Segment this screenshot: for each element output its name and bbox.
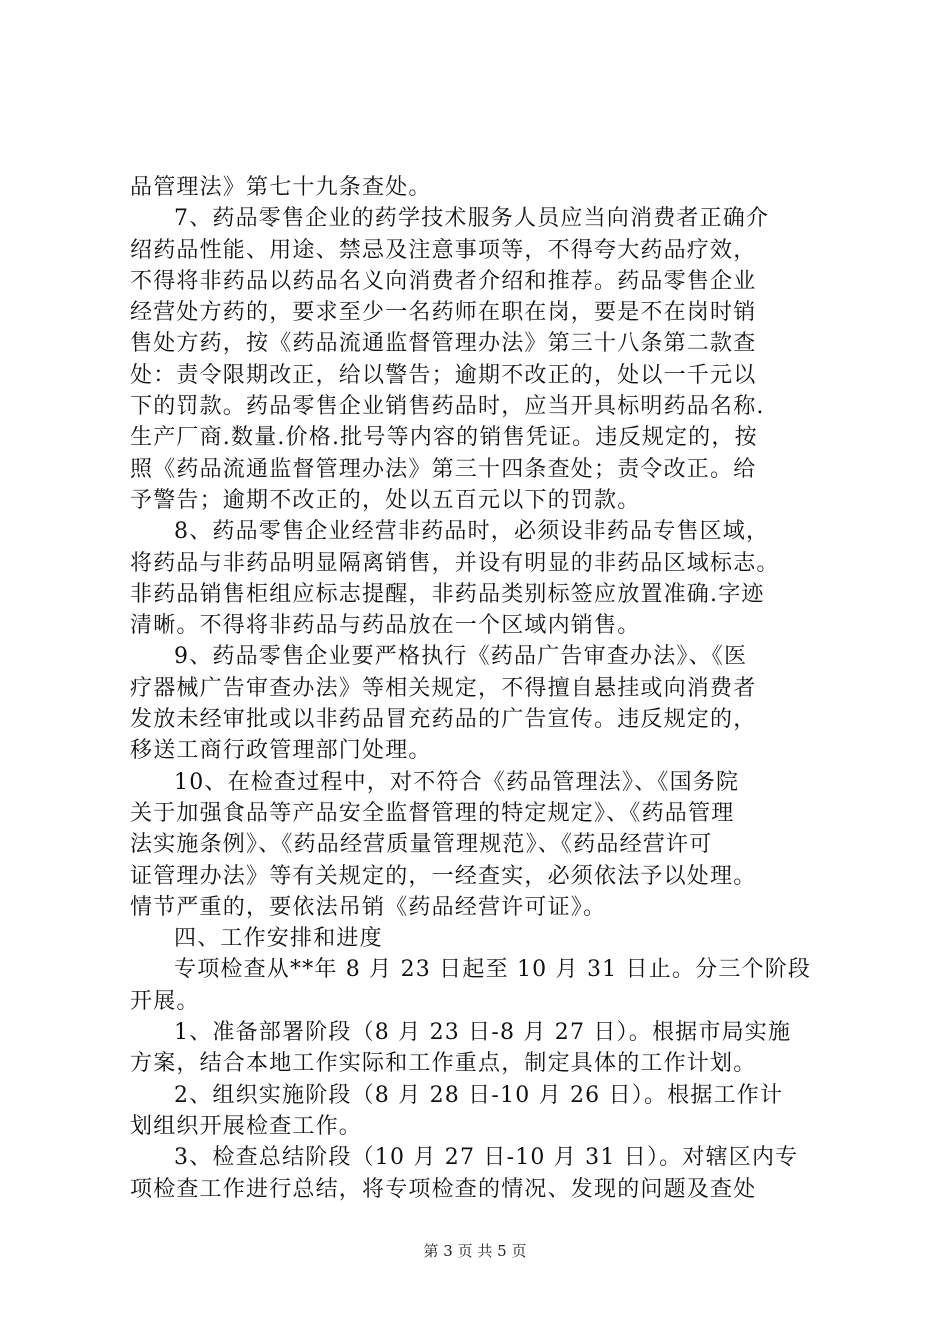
text-line: 证管理办法》等有关规定的，一经查实，必须依法予以处理。 [130,863,757,889]
text-line: 专项检查从**年 8 月 23 日起至 10 月 31 日止。分三个阶段 [174,957,812,983]
text-line: 8、药品零售企业经营非药品时，必须设非药品专售区域， [174,519,770,545]
text-line: 处：责令限期改正，给以警告；逾期不改正的，处以一千元以 [130,362,757,388]
text-line: 不得将非药品以药品名义向消费者介绍和推荐。药品零售企业 [130,268,757,294]
text-line: 下的罚款。药品零售企业销售药品时，应当开具标明药品名称. [130,394,765,420]
text-line: 生产厂商.数量.价格.批号等内容的销售凭证。违反规定的，按 [130,425,758,451]
text-line: 1、准备部署阶段（8 月 23 日-8 月 27 日）。根据市局实施 [174,1020,792,1046]
text-line: 情节严重的，要依法吊销《药品经营许可证》。 [130,894,607,920]
page-footer: 第 3 页 共 5 页 [423,1242,527,1260]
text-line: 项检查工作进行总结，将专项检查的情况、发现的问题及查处 [130,1176,757,1202]
text-line: 品管理法》第七十九条查处。 [130,175,432,200]
text-line: 方案，结合本地工作实际和工作重点，制定具体的工作计划。 [130,1051,757,1077]
text-line: 10、在检查过程中，对不符合《药品管理法》、《国务院 [174,769,740,795]
text-line: 法实施条例》、《药品经营质量管理规范》、《药品经营许可 [130,832,713,858]
text-line: 将药品与非药品明显隔离销售，并设有明显的非药品区域标志。 [130,550,780,576]
text-line: 开展。 [130,988,200,1014]
text-line: 关于加强食品等产品安全监督管理的特定规定》、《药品管理 [130,800,735,826]
text-line: 予警告；逾期不改正的，处以五百元以下的罚款。 [130,487,641,513]
text-line: 疗器械广告审查办法》等相关规定，不得擅自悬挂或向消费者 [130,675,757,701]
text-line: 照《药品流通监督管理办法》第三十四条查处；责令改正。给 [130,456,757,482]
text-line: 9、药品零售企业要严格执行《药品广告审查办法》、《医 [174,644,748,670]
text-line: 非药品销售柜组应标志提醒，非药品类别标签应放置准确.字迹 [130,581,765,607]
text-line: 划组织开展检查工作。 [130,1113,363,1139]
document-body [130,172,830,1205]
text-line: 7、药品零售企业的药学技术服务人员应当向消费者正确介 [174,206,770,232]
text-line: 清晰。不得将非药品与药品放在一个区域内销售。 [130,613,641,639]
text-line: 3、检查总结阶段（10 月 27 日-10 月 31 日）。对辖区内专 [174,1145,799,1171]
text-line: 移送工商行政管理部门处理。 [130,738,432,764]
text-line: 售处方药，按《药品流通监督管理办法》第三十八条第二款查 [130,331,757,357]
text-line: 2、组织实施阶段（8 月 28 日-10 月 26 日）。根据工作计 [174,1082,784,1108]
text-line: 四、工作安排和进度 [174,926,383,952]
text-line: 绍药品性能、用途、禁忌及注意事项等，不得夸大药品疗效， [130,237,757,263]
text-line: 经营处方药的，要求至少一名药师在职在岗，要是不在岗时销 [130,300,757,326]
text-line: 发放未经审批或以非药品冒充药品的广告宣传。违反规定的， [130,707,757,733]
